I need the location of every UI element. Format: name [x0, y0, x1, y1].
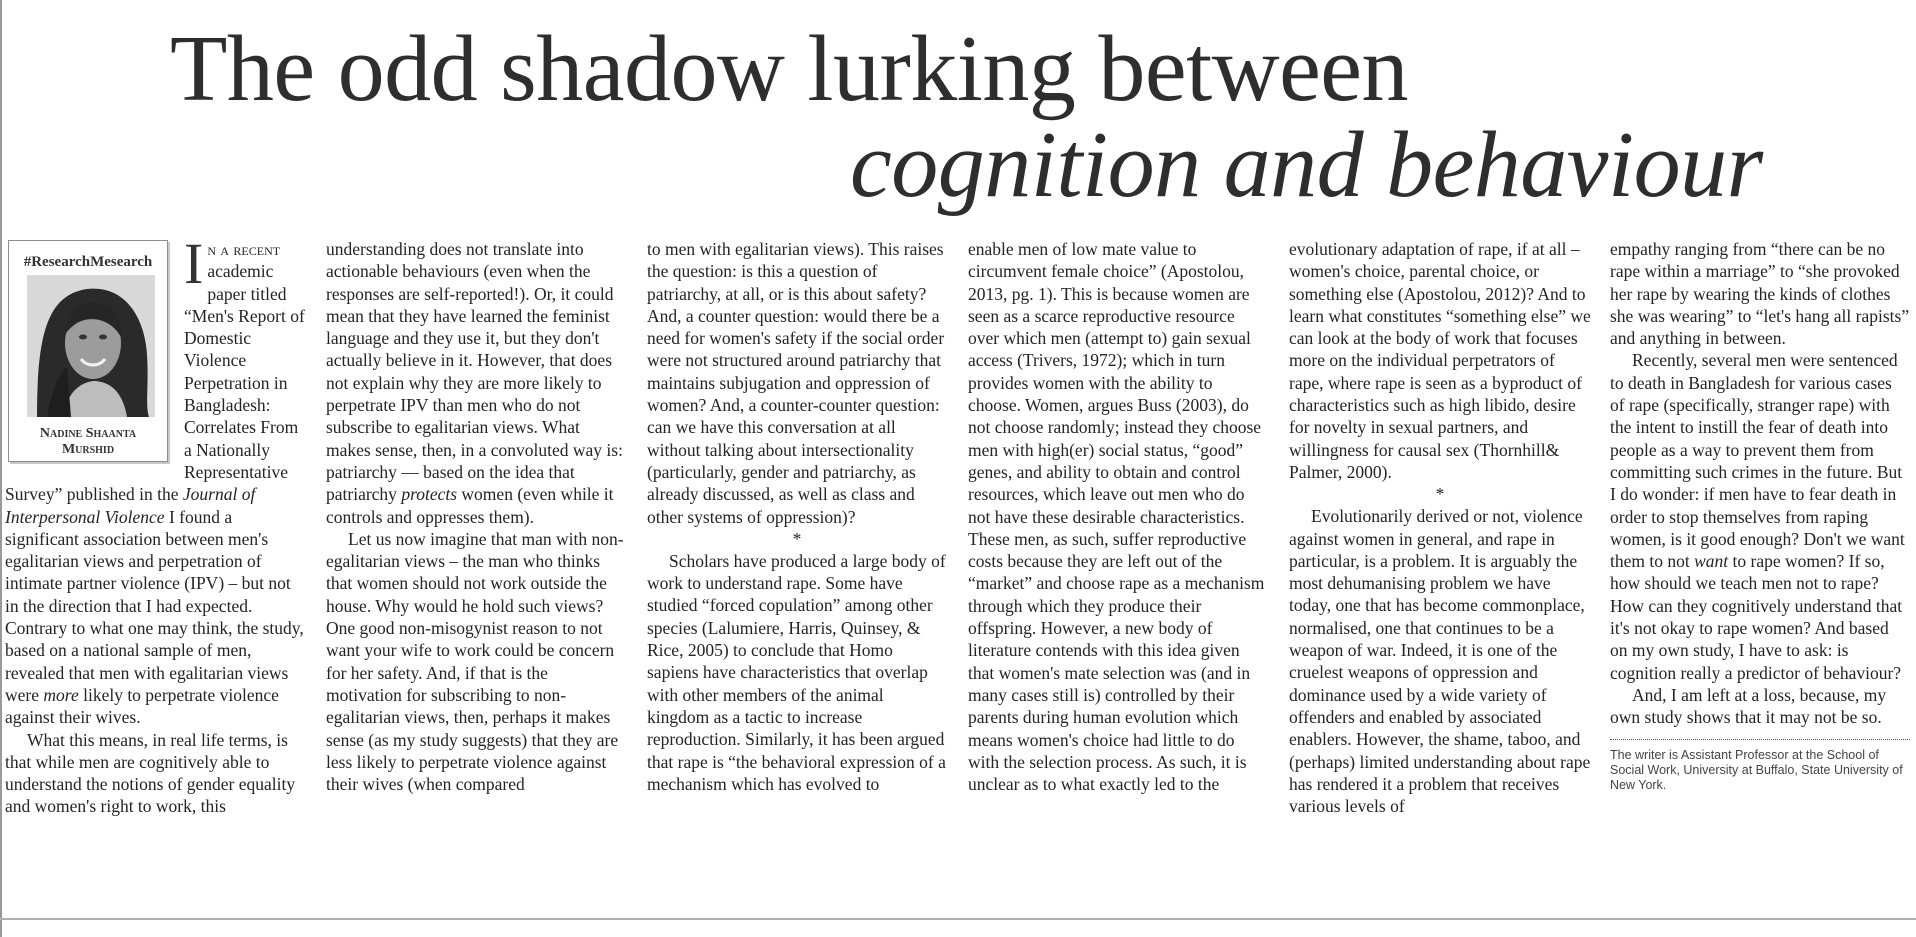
col1-paragraph-2: What this means, in real life terms, is that while men are cognitively able to understand the notions of gender equality and women's right to work, this [5, 729, 296, 817]
headline-line-1: The odd shadow lurking between [170, 17, 1409, 121]
credit-dotted-rule [1610, 739, 1910, 740]
author-name-line-2: Murshid [61, 442, 115, 457]
author-name-line-1: Nadine Shaanta [39, 426, 137, 441]
article-column-5 [1289, 238, 1591, 817]
emphasis-protects: protects [401, 484, 458, 505]
col6-p2-text-b: to rape women? If so, how should we teach men not to rape? How can they cognitively understand that it's not okay to rape women? And based on my own study, I have to ask: is cognition really a predictor of behaviour? [1610, 551, 1903, 683]
author-box [8, 240, 168, 462]
drop-cap: I [184, 231, 204, 296]
col6-paragraph-1: empathy ranging from “there can be no rape within a marriage” to “she provoked her rape by wearing the kinds of clothes she was wearing” to “let's hang all rapists” and anything in between. [1610, 239, 1910, 349]
author-name [9, 426, 167, 458]
col2-paragraph-2: Let us now imagine that man with non-egalitarian views – the man who thinks that women should not work outside the house. Why would he hold such views? One good non-misogynist reason to not want your wife to work could be concern for her safety. And, if that is the motivation for subscribing to non-egalitarian views, then, perhaps it makes sense (as my study suggests) that they are less likely to perpetrate violence against their wives (when compared [326, 528, 624, 795]
col4-paragraph-1: enable men of low mate value to circumvent female choice” (Apostolou, 2013, pg. 1). This is because women are seen as a scarce reproductive resource over which men (attempt to) gain sexual access (Trivers, 1972); which in turn provides women with the ability to choose. Women, argues Buss (2003), do not choose randomly; instead they choose men with high(er) social status, “good” genes, and ability to obtain and control resources, which leave out men who do not have these desirable characteristics. These men, as such, suffer reproductive costs because they are left out of the “market” and choose rape as a mechanism through which they produce their offspring. However, a new body of literature contends with this idea given that women's mate selection was (and in many cases still is) controlled by their parents during human evolution which means women's choice had little to do with the selection process. As such, it is unclear as to what exactly led to the [968, 239, 1265, 795]
col1-p1-text-a: academic paper titled “Men's Report of Domestic Violence Perpetration in Bangladesh: Correlates From a Nationally Representative Survey” published in the [5, 261, 305, 505]
section-divider-star: * [1435, 484, 1445, 505]
col6-paragraph-2 [1610, 349, 1910, 683]
article-column-3 [647, 238, 947, 795]
headline [0, 0, 1916, 230]
article-column-4 [968, 238, 1268, 795]
author-credit: The writer is Assistant Professor at the School of Social Work, University at Buffalo, State University of New York. [1610, 747, 1903, 792]
col5-paragraph-2: Evolutionarily derived or not, violence against women in general, and rape in particular, is a problem. It is arguably the most dehumanising problem we have today, one that has become commonplace, normalised, one that continues to be a weapon of war. Indeed, it is one of the cruelest weapons of oppression and dominance used by a wide variety of offenders and enabled by associated enablers. However, the shame, taboo, and (perhaps) limited understanding about rape has rendered it a problem that receives various levels of [1289, 506, 1591, 817]
article-column-1 [5, 231, 305, 818]
section-divider-star: * [792, 528, 802, 549]
journal-title: Journal of Interpersonal Violence [5, 484, 256, 527]
emphasis-want: want [1694, 551, 1729, 572]
author-portrait-image [27, 275, 155, 417]
col2-p1-text-a: understanding does not translate into actionable behaviours (even when the responses are self-reported!). Or, it could mean that they have learned the feminist language and they use it, but they don't actually believe in it. However, that does not explain why they are more likely to perpetrate IPV than men who do not subscribe to egalitarian views. What makes sense, then, in a convoluted way is: patriarchy — based on the idea that patriarchy [326, 239, 623, 505]
article-column-2 [326, 238, 626, 795]
article-column-6 [1610, 238, 1910, 793]
col2-p1-text-b: women (even while it controls and oppresses them). [326, 484, 614, 527]
lead-in-caps: n a recent [207, 239, 281, 259]
col5-paragraph-1: evolutionary adaptation of rape, if at all – women's choice, parental choice, or something else (Apostolou, 2012)? And to learn what constitutes “something else” we can look at the body of work that focuses more on the individual perpetrators of rape, where rape is seen as a byproduct of characteristics such as high libido, desire for novelty in sexual partners, and willingness for causal sex (Thornhill& Palmer, 2000). [1289, 239, 1591, 482]
col3-paragraph-2: Scholars have produced a large body of work to understand rape. Some have studied “forced copulation” among other species (Lalumiere, Harris, Quinsey, & Rice, 2005) to conclude that Homo sapiens have characteristics that overlap with other members of the animal kingdom as a tactic to increase reproduction. Similarly, it has been argued that rape is “the behavioral expression of a mechanism which has evolved to [647, 550, 946, 794]
col6-p2-text-a: Recently, several men were sentenced to death in Bangladesh for various cases of rape (specifically, stranger rape) with the intent to instill the fear of death into people as a way to prevent them from committing such crimes in the future. But I do wonder: if men have to fear death in order to stop themselves from raping women, is it good enough? Don't we want them to not [1610, 350, 1905, 572]
headline-line-2: cognition and behaviour [850, 113, 1763, 217]
col2-paragraph-1 [326, 238, 626, 528]
bottom-border-rule [0, 918, 1916, 920]
col3-paragraph-1: to men with egalitarian views). This raises the question: is this a question of patriarchy, at all, or is this about safety? And, a counter question: would there be a need for women's safety if the social order were not structured around patriarchy that maintains subjugation and oppression of women? And, a counter-counter question: can we have this conversation at all without talking about intersectionality (particularly, gender and patriarchy, as already discussed, as well as class and other systems of oppression)? [647, 239, 945, 527]
col1-p1-text-c: likely to perpetrate violence against their wives. [5, 684, 279, 728]
author-photo [27, 275, 155, 417]
col6-paragraph-3: And, I am left at a loss, because, my own study shows that it may not be so. [1610, 684, 1887, 728]
emphasis-more: more [43, 684, 79, 705]
col1-p1-text-b: I found a significant association between men's egalitarian views and perpetration of intimate partner violence (IPV) – but not in the direction that I had expected. Contrary to what one may think, the study, based on a national sample of men, revealed that men with egalitarian views were [5, 506, 304, 705]
author-hashtag: #ResearchMesearch [23, 254, 153, 270]
